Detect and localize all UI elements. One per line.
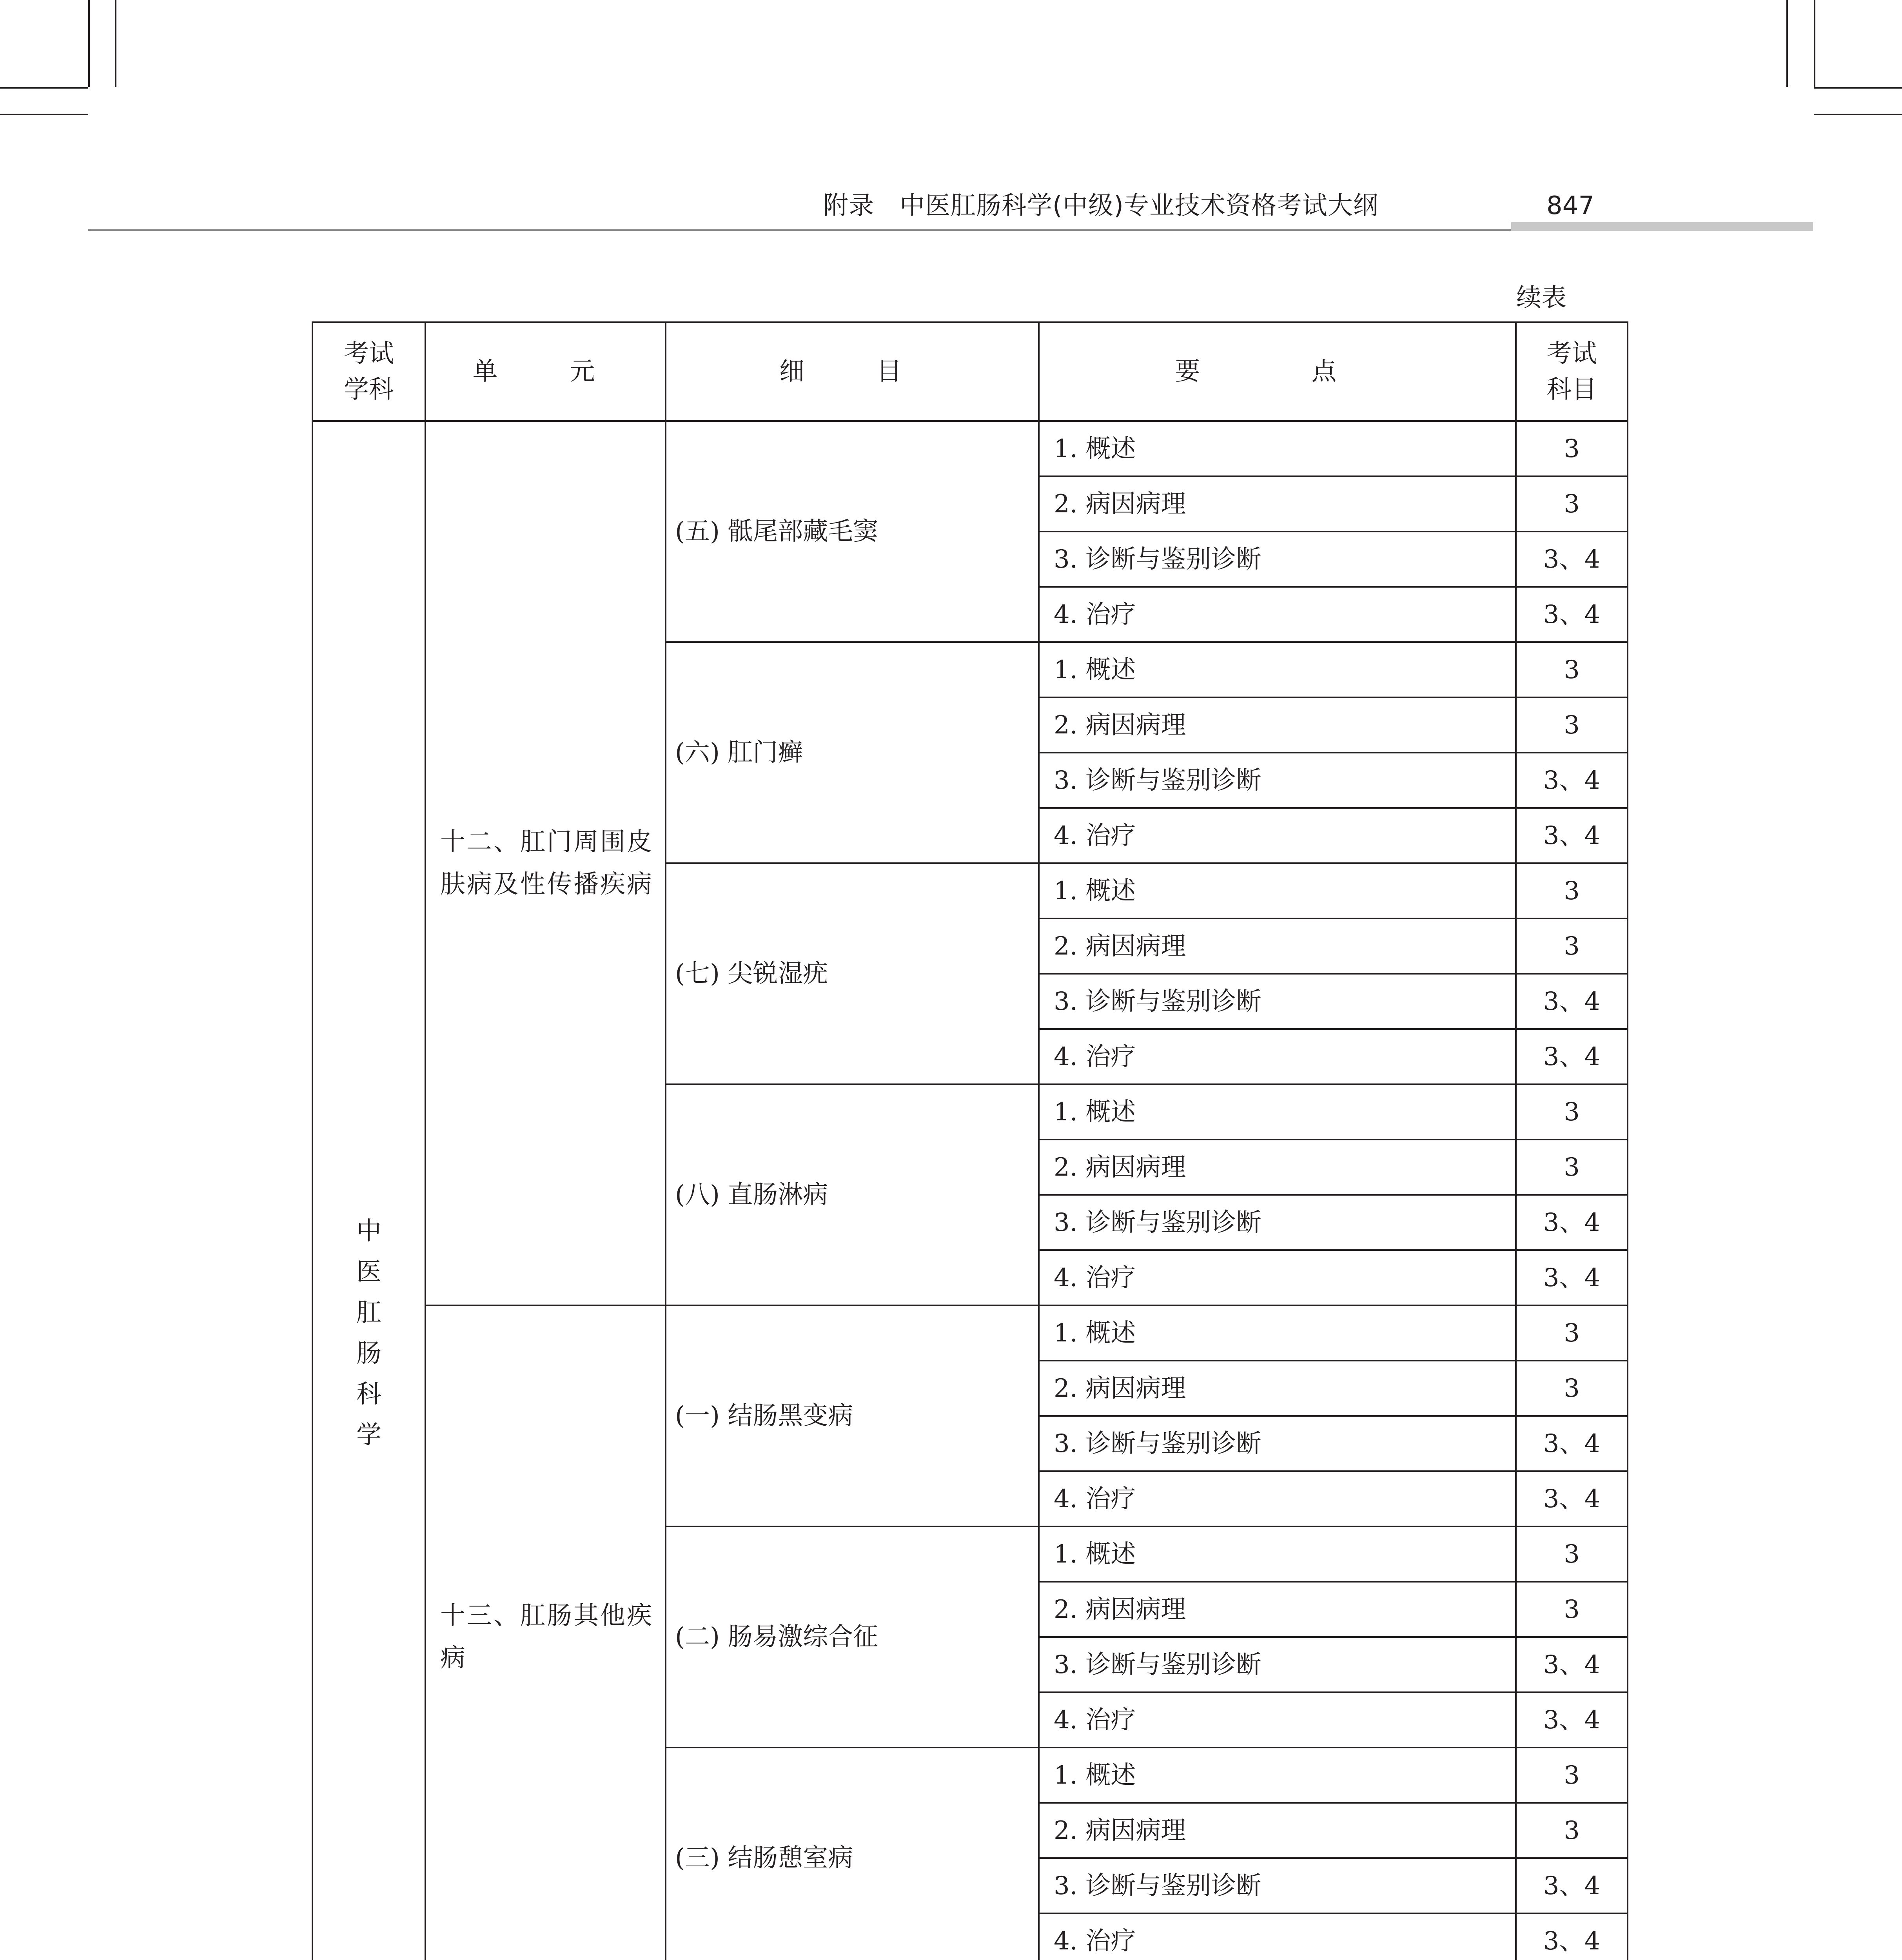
header-rule-accent: [1511, 222, 1813, 231]
item-cell: (一) 结肠黑变病: [666, 1305, 1039, 1526]
exam-code-cell: 3: [1516, 421, 1628, 476]
item-cell: (六) 肛门癣: [666, 642, 1039, 863]
page-number: 847: [1546, 191, 1595, 220]
point-cell: 4. 治疗: [1039, 808, 1516, 863]
table-body: [312, 421, 1628, 1960]
point-cell: 2. 病因病理: [1039, 697, 1516, 753]
point-cell: 1. 概述: [1039, 1526, 1516, 1582]
continuation-label: 续表: [1516, 283, 1566, 312]
exam-code-cell: 3: [1516, 642, 1628, 697]
point-cell: 1. 概述: [1039, 1305, 1516, 1361]
exam-code-cell: 3、4: [1516, 974, 1628, 1029]
exam-code-cell: 3、4: [1516, 587, 1628, 642]
exam-code-cell: 3、4: [1516, 1692, 1628, 1748]
exam-code-cell: 3、4: [1516, 1913, 1628, 1960]
item-cell: (八) 直肠淋病: [666, 1084, 1039, 1305]
exam-code-cell: 3: [1516, 1084, 1628, 1140]
exam-code-cell: 3: [1516, 1140, 1628, 1195]
exam-code-cell: 3: [1516, 1361, 1628, 1416]
exam-code-cell: 3: [1516, 1305, 1628, 1361]
point-cell: 4. 治疗: [1039, 1692, 1516, 1748]
item-cell: (七) 尖锐湿疣: [666, 863, 1039, 1084]
exam-code-cell: 3、4: [1516, 1637, 1628, 1692]
exam-code-cell: 3、4: [1516, 1416, 1628, 1471]
running-header-title: 附录 中医肛肠科学(中级)专业技术资格考试大纲: [823, 191, 1379, 220]
point-cell: 1. 概述: [1039, 642, 1516, 697]
point-cell: 2. 病因病理: [1039, 1582, 1516, 1637]
point-cell: 1. 概述: [1039, 1748, 1516, 1803]
exam-code-cell: 3: [1516, 1748, 1628, 1803]
crop-mark-top-left-v: [88, 0, 90, 87]
syllabus-table: [312, 321, 1628, 1960]
exam-code-cell: 3: [1516, 697, 1628, 753]
item-cell: (五) 骶尾部藏毛窦: [666, 421, 1039, 642]
point-cell: 1. 概述: [1039, 863, 1516, 918]
unit-cell: 十二、肛门周围皮肤病及性传播疾病: [425, 421, 666, 1305]
table-header: [312, 322, 1628, 421]
point-cell: 4. 治疗: [1039, 587, 1516, 642]
point-cell: 3. 诊断与鉴别诊断: [1039, 1858, 1516, 1913]
header-rule: [88, 229, 1511, 231]
point-cell: 1. 概述: [1039, 1084, 1516, 1140]
column-header-item: 细 目: [666, 322, 1039, 421]
table-row: [312, 1305, 1628, 1361]
column-header-point: 要 点: [1039, 322, 1516, 421]
crop-mark-top-right-h: [1814, 87, 1902, 89]
point-cell: 3. 诊断与鉴别诊断: [1039, 753, 1516, 808]
column-header-subject: 考试 学科: [312, 322, 425, 421]
point-cell: 3. 诊断与鉴别诊断: [1039, 1637, 1516, 1692]
exam-code-cell: 3、4: [1516, 1250, 1628, 1305]
crop-mark-top-right-v2: [1786, 0, 1788, 87]
table-row: [312, 421, 1628, 476]
crop-mark-top-left-h: [0, 87, 88, 89]
point-cell: 4. 治疗: [1039, 1471, 1516, 1526]
point-cell: 2. 病因病理: [1039, 1140, 1516, 1195]
exam-code-cell: 3、4: [1516, 532, 1628, 587]
item-cell: (二) 肠易激综合征: [666, 1526, 1039, 1748]
table-header-row: [312, 322, 1628, 421]
point-cell: 3. 诊断与鉴别诊断: [1039, 974, 1516, 1029]
crop-mark-top-right-h2: [1814, 114, 1902, 115]
exam-code-cell: 3、4: [1516, 1029, 1628, 1084]
exam-code-cell: 3: [1516, 1582, 1628, 1637]
point-cell: 4. 治疗: [1039, 1913, 1516, 1960]
column-header-unit: 单 元: [425, 322, 666, 421]
exam-code-cell: 3、4: [1516, 753, 1628, 808]
point-cell: 3. 诊断与鉴别诊断: [1039, 532, 1516, 587]
crop-mark-top-left-v2: [115, 0, 116, 87]
point-cell: 4. 治疗: [1039, 1029, 1516, 1084]
point-cell: 3. 诊断与鉴别诊断: [1039, 1195, 1516, 1250]
exam-code-cell: 3: [1516, 863, 1628, 918]
point-cell: 2. 病因病理: [1039, 918, 1516, 974]
exam-code-cell: 3、4: [1516, 808, 1628, 863]
point-cell: 4. 治疗: [1039, 1250, 1516, 1305]
unit-cell: 十三、肛肠其他疾病: [425, 1305, 666, 1960]
subject-cell: 中 医 肛 肠 科 学: [312, 421, 425, 1960]
exam-code-cell: 3: [1516, 918, 1628, 974]
exam-code-cell: 3: [1516, 476, 1628, 532]
point-cell: 1. 概述: [1039, 421, 1516, 476]
running-header: [804, 184, 1603, 227]
point-cell: 2. 病因病理: [1039, 1803, 1516, 1858]
item-cell: (三) 结肠憩室病: [666, 1748, 1039, 1960]
exam-code-cell: 3、4: [1516, 1471, 1628, 1526]
crop-mark-top-right-v: [1814, 0, 1815, 87]
exam-code-cell: 3: [1516, 1803, 1628, 1858]
point-cell: 3. 诊断与鉴别诊断: [1039, 1416, 1516, 1471]
exam-code-cell: 3、4: [1516, 1858, 1628, 1913]
point-cell: 2. 病因病理: [1039, 1361, 1516, 1416]
exam-code-cell: 3: [1516, 1526, 1628, 1582]
point-cell: 2. 病因病理: [1039, 476, 1516, 532]
crop-mark-top-left-h2: [0, 114, 88, 115]
column-header-exam-code: 考试 科目: [1516, 322, 1628, 421]
exam-code-cell: 3、4: [1516, 1195, 1628, 1250]
